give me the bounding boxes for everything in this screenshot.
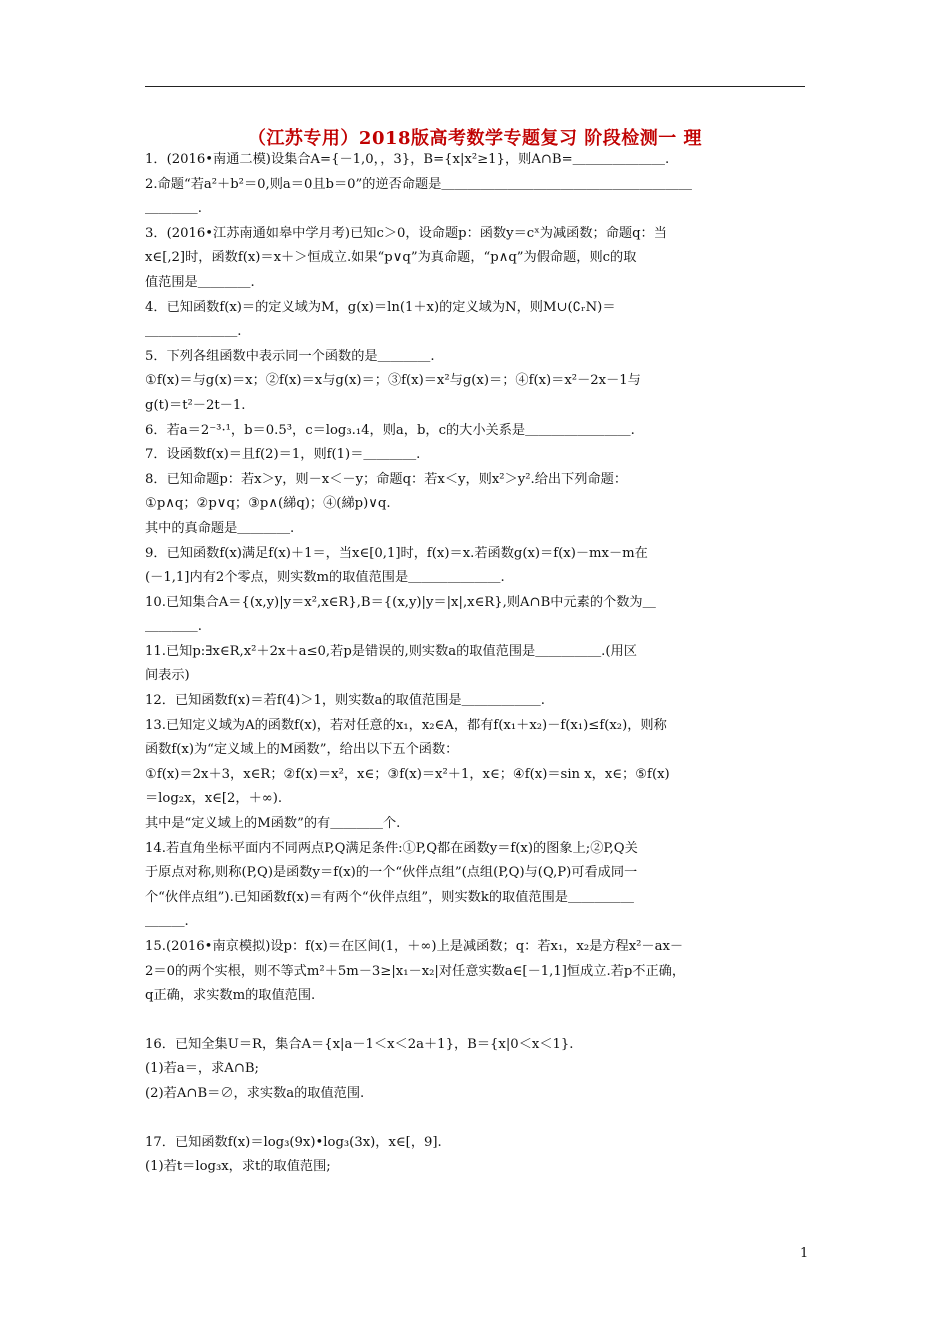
text-line: 14.若直角坐标平面内不同两点P,Q满足条件:①P,Q都在函数y＝f(x)的图象上;②P,Q关 <box>145 840 638 856</box>
text-line: ＿＿＿. <box>145 914 189 930</box>
text-line: q正确，求实数m的取值范围. <box>145 988 316 1004</box>
text-line: 16．已知全集U＝R，集合A＝{x|a－1＜x＜2a＋1}，B＝{x|0＜x＜1}. <box>145 1036 574 1052</box>
text-line: 2＝0的两个实根，则不等式m²＋5m－3≥|x₁－x₂|对任意实数a∈[－1,1]恒成立.若p不正确， <box>145 963 686 979</box>
text-line: (1)若t＝log₃x，求t的取值范围; <box>145 1159 331 1175</box>
text-line: 17．已知函数f(x)＝log₃(9x)•log₃(3x)，x∈[，9]. <box>145 1134 442 1150</box>
spacer <box>145 1107 807 1131</box>
text-line: 15.(2016•南京模拟)设p：f(x)＝在区间(1，＋∞)上是减函数；q：若x₁，x₂是方程x²－ax－ <box>145 939 684 954</box>
text-line: (1)若a＝，求A∩B; <box>145 1061 259 1077</box>
text-line: ①f(x)＝2x＋3，x∈R；②f(x)＝x²，x∈；③f(x)＝x²＋1，x∈；④f(x)＝sin x，x∈；⑤f(x) <box>145 766 670 782</box>
text-line: ＿＿＿＿. <box>145 619 202 635</box>
text-line: ＿＿＿＿. <box>145 201 202 217</box>
text-line: 11.已知p:∃x∈R,x²＋2x＋a≤0,若p是错误的,则实数a的取值范围是＿＿＿＿＿.(用区 <box>145 643 637 659</box>
text-line: 6．若a＝2⁻³·¹，b＝0.5³，c＝log₃.₁4，则a，b，c的大小关系是＿＿＿＿＿＿＿＿. <box>145 422 635 438</box>
text-line: 间表示) <box>145 668 190 684</box>
spacer <box>145 1009 807 1033</box>
text-line: 个“伙伴点组”).已知函数f(x)＝有两个“伙伴点组”，则实数k的取值范围是＿＿＿＿＿ <box>145 889 634 905</box>
header-rule <box>145 86 805 87</box>
text-line: 其中是“定义域上的M函数”的有＿＿＿＿个. <box>145 816 401 832</box>
text-line: 8．已知命题p：若x＞y，则－x＜－y；命题q：若x＜y，则x²＞y².给出下列命题： <box>145 471 628 487</box>
text-line: 13.已知定义域为A的函数f(x)，若对任意的x₁，x₂∈A，都有f(x₁＋x₂)－f(x₁)≤f(x₂)，则称 <box>145 717 667 733</box>
text-line: (－1,1]内有2个零点，则实数m的取值范围是＿＿＿＿＿＿＿. <box>145 570 505 586</box>
text-line: 4．已知函数f(x)＝的定义域为M，g(x)＝ln(1＋x)的定义域为N，则M∪(∁ᵣN)＝ <box>145 299 616 315</box>
text-line: 7．设函数f(x)＝且f(2)＝1，则f(1)＝＿＿＿＿. <box>145 447 421 463</box>
text-line: ①p∧q；②p∨q；③p∧(綈q)；④(綈p)∨q. <box>145 496 391 512</box>
text-line: 3．(2016•江苏南通如皋中学月考)已知c＞0，设命题p：函数y＝cˣ为减函数；命题q：当 <box>145 225 667 241</box>
text-line: x∈[,2]时，函数f(x)＝x＋＞恒成立.如果“p∨q”为真命题，“p∧q”为假命题，则c的取 <box>145 250 637 266</box>
text-line: 10.已知集合A＝{(x,y)|y＝x²,x∈R},B＝{(x,y)|y＝|x|,x∈R},则A∩B中元素的个数为＿ <box>145 594 656 610</box>
text-line: ①f(x)＝与g(x)＝x；②f(x)＝x与g(x)＝；③f(x)＝x²与g(x)＝；④f(x)＝x²－2x－1与 <box>145 373 641 389</box>
text-line: ＝log₂x，x∈[2，＋∞). <box>145 791 283 807</box>
text-line: 5．下列各组函数中表示同一个函数的是＿＿＿＿. <box>145 348 435 364</box>
text-line: (2)若A∩B＝∅，求实数a的取值范围. <box>145 1085 365 1101</box>
document-body <box>145 148 807 1180</box>
text-line: g(t)＝t²－2t－1. <box>145 397 246 413</box>
text-line: 12．已知函数f(x)＝若f(4)＞1，则实数a的取值范围是＿＿＿＿＿＿. <box>145 693 545 709</box>
document-title: （江苏专用）2018版高考数学专题复习 阶段检测一 理 <box>247 128 703 149</box>
text-line: 函数f(x)为“定义域上的M函数”，给出以下五个函数： <box>145 742 459 758</box>
text-line: ＿＿＿＿＿＿＿. <box>145 324 242 340</box>
text-line: 其中的真命题是＿＿＿＿. <box>145 520 295 536</box>
text-line: 2.命题“若a²＋b²＝0,则a＝0且b＝0”的逆否命题是＿＿＿＿＿＿＿＿＿＿＿＿＿＿＿＿＿＿＿ <box>145 176 692 192</box>
text-line: 值范围是＿＿＿＿. <box>145 274 255 290</box>
text-line: 于原点对称,则称(P,Q)是函数y＝f(x)的一个“伙伴点组”(点组(P,Q)与(Q,P)可看成同一 <box>145 865 638 881</box>
text-line: 9．已知函数f(x)满足f(x)＋1＝，当x∈[0,1]时，f(x)＝x.若函数g(x)＝f(x)－mx－m在 <box>145 545 648 561</box>
text-line: 1．(2016•南通二模)设集合A={－1,0，，3}，B={x|x²≥1}，则A∩B=＿＿＿＿＿＿＿. <box>145 152 670 167</box>
page-number: 1 <box>800 1246 809 1261</box>
